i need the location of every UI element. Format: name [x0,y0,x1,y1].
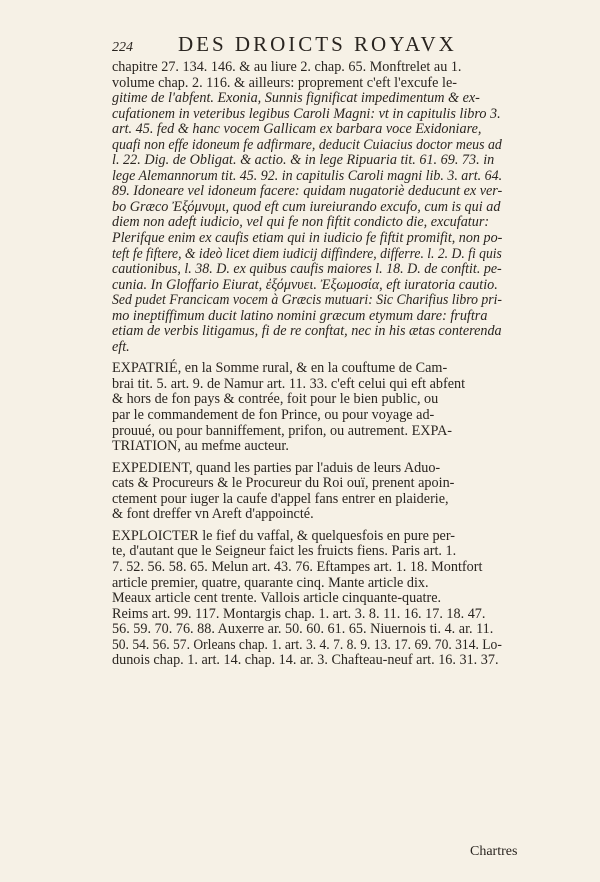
text-line: eft. [112,338,130,355]
text-line: 50. 54. 56. 57. Orleans chap. 1. art. 3. 4. 7. 8. 9. 13. 17. 69. 70. 314. Lo- [112,636,502,653]
text-line: article premier, quatre, quarante cinq. Mante article dix. [112,574,429,591]
text-line: diem non adeft iudicio, vel qui fe non fiftit condicto die, excufatur: [112,214,490,231]
text-line: & font dreffer vn Areft d'appoincté. [112,506,314,523]
paragraph-exonia [112,60,502,355]
text-line: te, d'autant que le Seigneur faict les fruicts fiens. Paris art. 1. [112,543,457,560]
text-line: bo Græco Ἐξόμνυμι, quod eft cum iureiurando excufo, cum is qui ad [112,198,501,215]
text-line: & hors de fon pays & contrée, foit pour le bien public, ou [112,391,439,408]
text-line: Plerifque enim ex caufis etiam qui in iudicio fe fiftit promifit, non po- [112,230,503,247]
page-number: 224 [112,40,133,55]
text-line: par le commandement de fon Prince, ou pour voyage ad- [112,407,435,424]
paragraph-expatrie [112,361,502,454]
text-line: gitime de l'abfent. Exonia, Sunnis fignificat impedimentum & ex- [112,90,480,107]
text-line: l. 22. Dig. de Obligat. & actio. & in lege Ripuaria tit. 61. 69. 73. in [112,152,495,169]
text-line: Sed pudet Francicam vocem à Græcis mutuari: Sic Charifius libro pri- [112,292,502,309]
text-line: lege Alemannorum tit. 45. 92. in capitulis Caroli magni lib. 3. art. 64. [112,167,503,184]
running-title: DES DROICTS ROYAVX [178,32,457,56]
text-line: Meaux article cent trente. Vallois article cinquante-quatre. [112,590,442,607]
text-line: prouué, ou pour banniffement, prifon, ou autrement. EXPA- [112,422,453,439]
text-line: EXPEDIENT, quand les parties par l'aduis de leurs Aduo- [112,459,441,476]
text-line: chapitre 27. 134. 146. & au liure 2. chap. 65. Monftrelet au 1. [112,59,462,75]
text-line: quafi non effe idoneum fe adfirmare, deducit Cuiacius doctor meus ad [112,136,502,153]
text-line: 89. Idoneare vel idoneum facere: quidam nugatoriè deducunt ex ver- [112,183,503,200]
catchword: Chartres [470,844,518,859]
text-line: 7. 52. 56. 58. 65. Melun art. 43. 76. Eftampes art. 1. 18. Montfort [112,558,483,575]
text-line: dunois chap. 1. art. 14. chap. 14. ar. 3. Chafteau-neuf art. 16. 31. 37. [112,652,499,669]
text-line: EXPATRIÉ, en la Somme rural, & en la couftume de Cam- [112,360,448,377]
page-header [112,30,542,58]
text-line: brai tit. 5. art. 9. de Namur art. 11. 33. c'eft celui qui eft abfent [112,375,466,392]
text-line: EXPLOICTER le fief du vaffal, & quelquesfois en pure per- [112,527,456,544]
text-line: ctement pour iuger la caufe d'appel fans entrer en plaiderie, [112,490,449,507]
paragraph-exploicter [112,529,502,669]
text-line: etiam de verbis litigamus, fi de re conftat, nec in his ætas conterenda [112,323,502,340]
paragraph-expedient [112,461,502,523]
body-text [112,60,502,669]
text-line: cautionibus, l. 38. D. ex quibus caufis maiores l. 18. D. de conftit. pe- [112,261,502,278]
text-line: cunia. In Gloffario Eiurat, ἐξόμνυει. Ἐξωμοσία, eft iuratoria cautio. [112,276,498,293]
text-line: teft fe fiftere, & ideò licet diem iudicij diffindere, differre. l. 2. D. fi quis [112,245,502,262]
text-line: volume chap. 2. 116. & ailleurs: proprement c'eft l'excufe le- [112,74,457,91]
text-line: mo ineptiffimum ducit latino nomini græcum etymum dare: fruftra [112,307,488,324]
text-line: cufationem in veteribus legibus Caroli Magni: vt in capitulis libro 3. [112,105,501,122]
text-line: art. 45. fed & hanc vocem Gallicam ex barbara voce Exidoniare, [112,121,482,138]
text-line: 56. 59. 70. 76. 88. Auxerre ar. 50. 60. 61. 65. Niuernois ti. 4. ar. 11. [112,621,494,638]
text-line: cats & Procureurs & le Procureur du Roi ouï, prenent apoin- [112,475,455,492]
text-line: TRIATION, au mefme aucteur. [112,438,289,455]
text-line: Reims art. 99. 117. Montargis chap. 1. art. 3. 8. 11. 16. 17. 18. 47. [112,605,486,622]
